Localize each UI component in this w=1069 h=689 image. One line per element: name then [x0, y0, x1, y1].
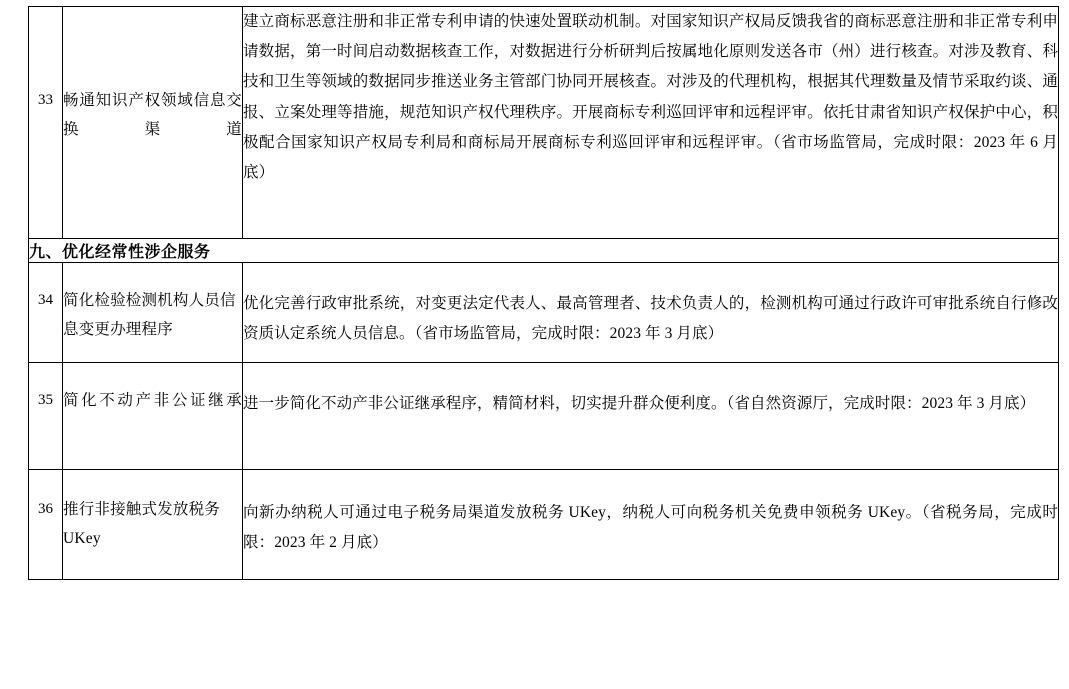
section-header-row: [29, 239, 1059, 263]
row-number: 35: [29, 363, 63, 470]
row-description: 进一步简化不动产非公证继承程序，精简材料，切实提升群众便利度。（省自然资源厅，完成时限：2023 年 3 月底）: [243, 363, 1059, 470]
row-description: 建立商标恶意注册和非正常专利申请的快速处置联动机制。对国家知识产权局反馈我省的商标恶意注册和非正常专利申请数据，第一时间启动数据核查工作，对数据进行分析研判后按属地化原则发送各市（州）进行核查。对涉及教育、科技和卫生等领域的数据同步推送业务主管部门协同开展核查。对涉及的代理机构，根据其代理数量及情节采取约谈、通报、立案处理等措施，规范知识产权代理秩序。开展商标专利巡回评审和远程评审。依托甘肃省知识产权保护中心，积极配合国家知识产权局专利局和商标局开展商标专利巡回评审和远程评审。（省市场监管局，完成时限：2023 年 6 月底）: [243, 7, 1059, 239]
row-item-title: 简化不动产非公证继承: [63, 363, 243, 470]
row-item-title: 畅通知识产权领域信息交换渠道: [63, 7, 243, 239]
row-item-title: 推行非接触式发放税务 UKey: [63, 470, 243, 580]
section-title: 九、优化经常性涉企服务: [29, 239, 1059, 263]
row-description: 向新办纳税人可通过电子税务局渠道发放税务 UKey，纳税人可向税务机关免费申领税务 UKey。（省税务局，完成时限：2023 年 2 月底）: [243, 470, 1059, 580]
row-number: 33: [29, 7, 63, 239]
measures-table: [28, 6, 1059, 580]
table-row: [29, 7, 1059, 239]
table-row: [29, 470, 1059, 580]
row-number: 34: [29, 263, 63, 363]
table-row: [29, 263, 1059, 363]
row-number: 36: [29, 470, 63, 580]
table-row: [29, 363, 1059, 470]
row-item-title: 简化检验检测机构人员信息变更办理程序: [63, 263, 243, 363]
row-description: 优化完善行政审批系统，对变更法定代表人、最高管理者、技术负责人的，检测机构可通过行政许可审批系统自行修改资质认定系统人员信息。（省市场监管局，完成时限：2023 年 3 月底）: [243, 263, 1059, 363]
